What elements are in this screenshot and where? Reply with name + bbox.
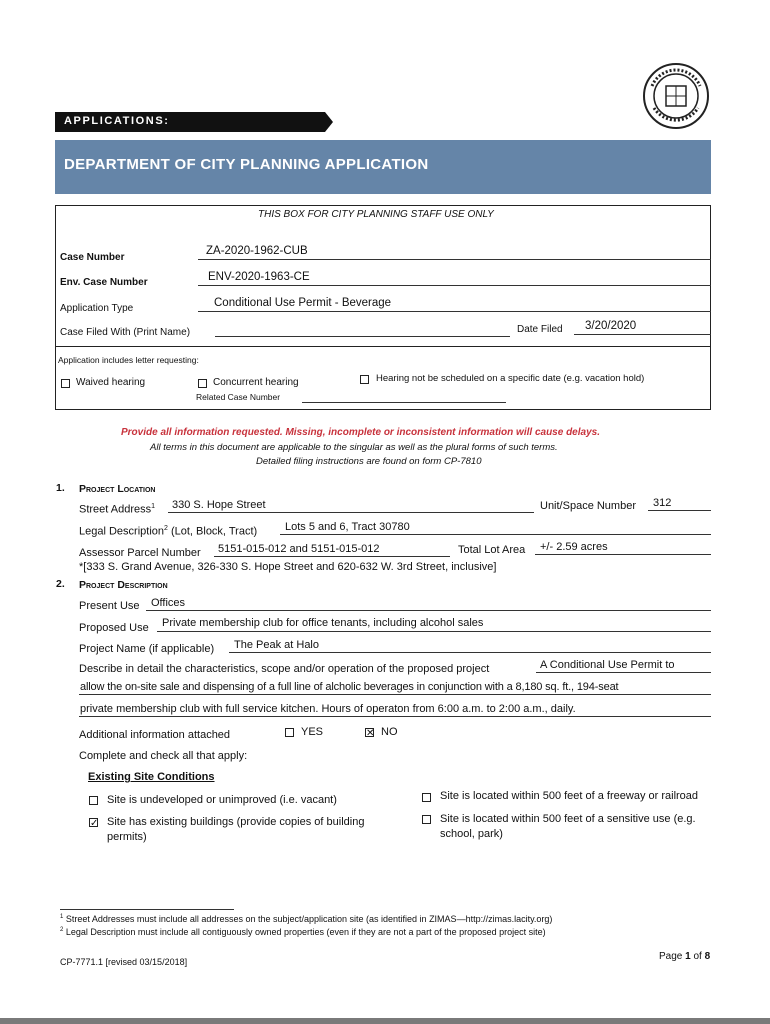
footnote-rule <box>60 909 234 910</box>
env-case-label: Env. Case Number <box>60 277 148 288</box>
present-use-line <box>146 610 711 611</box>
scan-edge <box>0 1018 770 1024</box>
notice-terms: All terms in this document are applicable to the singular as well as the plural forms of such terms. <box>150 442 558 453</box>
notice-instructions: Detailed filing instructions are found on form CP-7810 <box>256 456 482 467</box>
lot-area-line <box>535 554 711 555</box>
waived-hearing-label: Waived hearing <box>76 377 146 388</box>
check-all-label: Complete and check all that apply: <box>79 750 248 762</box>
undeveloped-checkbox[interactable] <box>89 796 98 805</box>
notice-warning: Provide all information requested. Missing, incomplete or inconsistent information will cause delays. <box>121 427 600 438</box>
street-address-value[interactable]: 330 S. Hope Street <box>172 499 266 511</box>
street-address-line <box>168 512 534 513</box>
app-type-value[interactable]: Conditional Use Permit - Beverage <box>214 297 392 309</box>
project-name-value[interactable]: The Peak at Halo <box>234 639 319 651</box>
undeveloped-label: Site is undeveloped or unimproved (i.e. vacant) <box>107 794 337 806</box>
case-number-value[interactable]: ZA-2020-1962-CUB <box>206 245 308 257</box>
legal-description-line <box>280 534 711 535</box>
page-title: DEPARTMENT OF CITY PLANNING APPLICATION <box>64 156 429 173</box>
page-number: Page 1 of 8 <box>659 951 711 962</box>
section-2-number: 2. <box>56 578 65 590</box>
existing-buildings-label-1: Site has existing buildings (provide copies of building <box>107 816 365 828</box>
additional-info-label: Additional information attached <box>79 729 231 741</box>
city-seal-logo <box>642 62 710 130</box>
additional-no-checkbox[interactable]: ✕ <box>366 728 375 739</box>
describe-line-3 <box>79 716 711 717</box>
proposed-use-line <box>157 631 711 632</box>
describe-line-1 <box>536 672 711 673</box>
sensitive-use-label-1: Site is located within 500 feet of a sensitive use (e.g. <box>440 813 696 825</box>
filed-with-line <box>215 336 510 337</box>
freeway-label: Site is located within 500 feet of a freeway or railroad <box>440 790 699 802</box>
describe-value-3[interactable]: private membership club with full service kitchen. Hours of operaton from 6:00 a.m. to 2:00 a.m., daily. <box>80 703 576 715</box>
existing-buildings-checkbox[interactable]: ✓ <box>90 818 99 829</box>
letter-request-label: Application includes letter requesting: <box>58 355 199 365</box>
staff-box-heading: THIS BOX FOR CITY PLANNING STAFF USE ONLY <box>258 209 494 220</box>
not-scheduled-checkbox[interactable] <box>360 375 369 384</box>
describe-value-1[interactable]: A Conditional Use Permit to <box>540 659 675 671</box>
project-name-label: Project Name (if applicable) <box>79 643 215 655</box>
present-use-label: Present Use <box>79 600 140 612</box>
additional-yes-label: YES <box>301 726 324 738</box>
describe-value-2[interactable]: allow the on-site sale and dispensing of a full line of alcholic beverages in conjunction with a 8,180 sq. ft., 194-seat <box>80 681 619 693</box>
lot-area-label: Total Lot Area <box>458 544 526 556</box>
date-filed-label: Date Filed <box>517 324 563 335</box>
env-case-line <box>198 285 711 286</box>
footnote-1: $^1$ Street Addresses must include all addresses on the subject/application site (as identified in ZIMAS—http://zimas.lacity.org) <box>60 914 553 924</box>
apn-value[interactable]: 5151-015-012 and 5151-015-012 <box>218 543 380 555</box>
lot-area-value[interactable]: +/- 2.59 acres <box>540 541 608 553</box>
staff-box-divider <box>55 346 711 347</box>
related-case-line[interactable] <box>302 402 506 403</box>
apn-line <box>214 556 450 557</box>
case-number-line <box>198 259 711 260</box>
app-type-label: Application Type <box>60 303 134 314</box>
legal-description-value[interactable]: Lots 5 and 6, Tract 30780 <box>285 521 410 533</box>
waived-hearing-checkbox[interactable] <box>61 379 70 388</box>
concurrent-hearing-label: Concurrent hearing <box>213 377 299 388</box>
app-type-line <box>198 311 711 312</box>
not-scheduled-label: Hearing not be scheduled on a specific date (e.g. vacation hold) <box>376 373 645 384</box>
date-filed-line <box>574 334 711 335</box>
additional-yes-checkbox[interactable] <box>285 728 294 737</box>
form-id: CP-7771.1 [revised 03/15/2018] <box>60 957 188 967</box>
present-use-value[interactable]: Offices <box>151 597 186 609</box>
related-case-label: Related Case Number <box>196 392 281 402</box>
sensitive-use-checkbox[interactable] <box>422 815 431 824</box>
unit-space-line <box>648 510 711 511</box>
unit-space-value[interactable]: 312 <box>653 497 672 509</box>
describe-line-2 <box>79 694 711 695</box>
project-name-line <box>229 652 711 653</box>
apn-label: Assessor Parcel Number <box>79 547 201 559</box>
proposed-use-label: Proposed Use <box>79 622 149 634</box>
additional-addresses: *[333 S. Grand Avenue, 326-330 S. Hope Street and 620-632 W. 3rd Street, inclusive] <box>79 561 497 573</box>
unit-space-label: Unit/Space Number <box>540 500 636 512</box>
section-1-title: Project Location <box>79 483 156 495</box>
street-address-label: Street Address$^1$ <box>79 503 156 516</box>
section-1-number: 1. <box>56 482 65 494</box>
section-2-title: Project Description <box>79 579 168 591</box>
footnote-2: $^2$ Legal Description must include all contiguously owned properties (even if they are not a part of the proposed project site) <box>60 927 546 937</box>
case-number-label: Case Number <box>60 252 125 263</box>
env-case-value[interactable]: ENV-2020-1963-CE <box>208 271 310 283</box>
proposed-use-value[interactable]: Private membership club for office tenants, including alcohol sales <box>162 617 484 629</box>
filed-with-label: Case Filed With (Print Name) <box>60 327 191 338</box>
existing-buildings-label-2: permits) <box>107 831 147 843</box>
additional-no-label: NO <box>381 726 398 738</box>
sensitive-use-label-2: school, park) <box>440 828 503 840</box>
existing-conditions-heading: Existing Site Conditions <box>88 771 215 783</box>
describe-label: Describe in detail the characteristics, scope and/or operation of the proposed project <box>79 663 490 675</box>
legal-description-label: Legal Description$^2$ (Lot, Block, Tract) <box>79 525 258 538</box>
banner-label: APPLICATIONS: <box>64 115 170 127</box>
concurrent-hearing-checkbox[interactable] <box>198 379 207 388</box>
freeway-checkbox[interactable] <box>422 793 431 802</box>
date-filed-value[interactable]: 3/20/2020 <box>585 320 637 332</box>
